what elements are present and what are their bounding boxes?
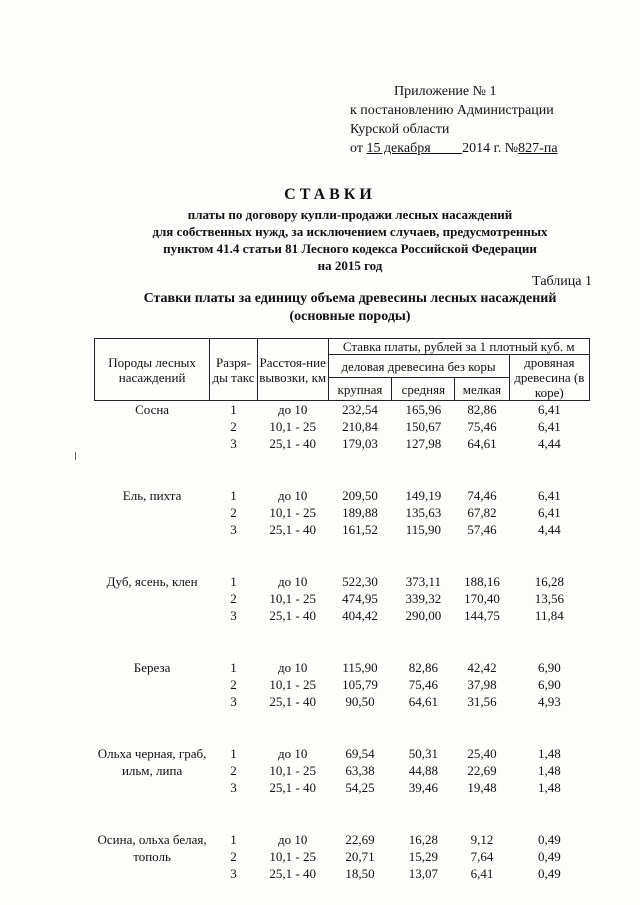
table-row	[95, 745, 590, 762]
appendix-date	[350, 139, 558, 158]
species-cell: Дуб, ясень, клен	[106, 574, 198, 589]
date-day-month: 15 декабря	[366, 141, 431, 156]
grade-cell: 1	[230, 402, 237, 417]
small-cell: 7,64	[470, 849, 494, 864]
species-cell: Ель, пихта	[122, 488, 182, 503]
medium-cell: 15,29	[408, 849, 438, 864]
large-cell: 209,50	[342, 488, 378, 503]
small-cell: 22,69	[467, 763, 497, 778]
large-cell: 105,79	[342, 677, 378, 692]
species-cell: Осина, ольха белая, тополь	[97, 832, 207, 864]
large-cell: 20,71	[345, 849, 375, 864]
header-species: Породы лесных насаждений	[95, 339, 210, 401]
appendix-ref: к постановлению Администрации	[350, 103, 554, 118]
large-cell: 22,69	[345, 832, 375, 847]
firewood-cell: 6,90	[537, 660, 561, 675]
header-firewood: дровяная древесина (в коре)	[509, 355, 589, 401]
distance-cell: 25,1 - 40	[269, 608, 316, 623]
doc-title: СТАВКИ	[284, 186, 376, 203]
firewood-cell: 1,48	[537, 746, 561, 761]
medium-cell: 16,28	[408, 832, 438, 847]
group-gap	[95, 710, 590, 745]
medium-cell: 127,98	[405, 436, 442, 451]
large-cell: 54,25	[345, 780, 375, 795]
grade-cell: 2	[230, 677, 237, 692]
group-gap	[95, 538, 590, 573]
grade-cell: 3	[230, 522, 237, 537]
firewood-cell: 1,48	[537, 780, 561, 795]
small-cell: 19,48	[467, 780, 497, 795]
rates-body	[95, 401, 590, 883]
table-row	[95, 659, 590, 676]
firewood-cell: 4,93	[537, 694, 561, 709]
firewood-cell: 0,49	[537, 866, 561, 881]
caption-line: Ставки платы за единицу объема древесины лесных насаждений	[143, 291, 557, 306]
grade-cell: 3	[230, 866, 237, 881]
distance-cell: 10,1 - 25	[269, 849, 316, 864]
distance-cell: 25,1 - 40	[269, 780, 316, 795]
grade-cell: 3	[230, 436, 237, 451]
date-number: 827-па	[518, 141, 558, 156]
subtitle-line: платы по договору купли-продажи лесных насаждений	[187, 207, 513, 222]
grade-cell: 1	[230, 660, 237, 675]
small-cell: 144,75	[464, 608, 500, 623]
small-cell: 75,46	[467, 419, 497, 434]
small-cell: 82,86	[467, 402, 497, 417]
medium-cell: 373,11	[405, 574, 441, 589]
grade-cell: 3	[230, 780, 237, 795]
large-cell: 474,95	[342, 591, 378, 606]
firewood-cell: 1,48	[537, 763, 561, 778]
table-row	[95, 831, 590, 848]
small-cell: 64,61	[467, 436, 497, 451]
small-cell: 74,46	[467, 488, 497, 503]
appendix-region: Курской области	[350, 122, 450, 137]
grade-cell: 2	[230, 591, 237, 606]
large-cell: 63,38	[345, 763, 375, 778]
firewood-cell: 4,44	[537, 436, 561, 451]
table-number: Таблица 1	[532, 274, 592, 289]
large-cell: 115,90	[342, 660, 378, 675]
large-cell: 69,54	[345, 746, 375, 761]
small-cell: 25,40	[467, 746, 497, 761]
firewood-cell: 0,49	[537, 849, 561, 864]
header-grade: Разря-ды такс	[210, 339, 258, 401]
large-cell: 90,50	[345, 694, 375, 709]
grade-cell: 2	[230, 505, 237, 520]
distance-cell: до 10	[278, 660, 308, 675]
grade-cell: 3	[230, 694, 237, 709]
medium-cell: 44,88	[408, 763, 438, 778]
header-distance: Расстоя-ние вывозки, км	[257, 339, 328, 401]
medium-cell: 339,32	[405, 591, 442, 606]
group-gap	[95, 796, 590, 831]
caption-line: (основные породы)	[289, 309, 411, 324]
distance-cell: до 10	[278, 488, 308, 503]
firewood-cell: 0,49	[537, 832, 561, 847]
small-cell: 188,16	[464, 574, 500, 589]
distance-cell: 10,1 - 25	[269, 505, 316, 520]
large-cell: 189,88	[342, 505, 378, 520]
medium-cell: 75,46	[408, 677, 438, 692]
firewood-cell: 16,28	[534, 574, 564, 589]
firewood-cell: 13,56	[534, 591, 564, 606]
species-cell: Сосна	[135, 402, 170, 417]
firewood-cell: 6,41	[537, 505, 561, 520]
small-cell: 57,46	[467, 522, 497, 537]
grade-cell: 3	[230, 608, 237, 623]
subtitle-line: для собственных нужд, за исключением случаев, предусмотренных	[152, 224, 548, 239]
distance-cell: 10,1 - 25	[269, 677, 316, 692]
small-cell: 42,42	[467, 660, 497, 675]
medium-cell: 149,19	[405, 488, 442, 503]
small-cell: 67,82	[467, 505, 497, 520]
header-small: мелкая	[455, 378, 509, 401]
distance-cell: до 10	[278, 832, 308, 847]
date-year: 2014 г. №	[462, 141, 519, 156]
appendix-title: Приложение № 1	[394, 84, 497, 99]
header-large: крупная	[328, 378, 392, 401]
firewood-cell: 6,41	[537, 488, 561, 503]
grade-cell: 1	[230, 488, 237, 503]
distance-cell: до 10	[278, 574, 308, 589]
firewood-cell: 6,90	[537, 677, 561, 692]
grade-cell: 2	[230, 419, 237, 434]
distance-cell: 10,1 - 25	[269, 419, 316, 434]
distance-cell: 10,1 - 25	[269, 763, 316, 778]
appendix-block	[350, 82, 558, 158]
small-cell: 170,40	[464, 591, 500, 606]
medium-cell: 39,46	[408, 780, 438, 795]
group-gap	[95, 624, 590, 659]
small-cell: 31,56	[467, 694, 497, 709]
large-cell: 522,30	[342, 574, 378, 589]
distance-cell: 25,1 - 40	[269, 694, 316, 709]
date-prefix: от	[350, 141, 363, 156]
large-cell: 404,42	[342, 608, 378, 623]
species-cell: Береза	[133, 660, 171, 675]
table-row	[95, 401, 590, 419]
medium-cell: 50,31	[408, 746, 438, 761]
medium-cell: 165,96	[405, 402, 442, 417]
medium-cell: 290,00	[405, 608, 442, 623]
distance-cell: 25,1 - 40	[269, 436, 316, 451]
species-cell: Ольха черная, граб, ильм, липа	[97, 746, 207, 778]
medium-cell: 82,86	[408, 660, 438, 675]
group-gap	[95, 452, 590, 487]
medium-cell: 115,90	[405, 522, 441, 537]
grade-cell: 2	[230, 763, 237, 778]
distance-cell: 25,1 - 40	[269, 866, 316, 881]
header-rate: Ставка платы, рублей за 1 плотный куб. м	[328, 339, 590, 355]
doc-subtitle	[30, 206, 640, 274]
grade-cell: 1	[230, 574, 237, 589]
grade-cell: 1	[230, 832, 237, 847]
subtitle-line: пунктом 41.4 статьи 81 Лесного кодекса Российской Федерации	[163, 241, 537, 256]
header-medium: средняя	[392, 378, 455, 401]
distance-cell: до 10	[278, 746, 308, 761]
distance-cell: 10,1 - 25	[269, 591, 316, 606]
table-row	[95, 487, 590, 504]
firewood-cell: 6,41	[537, 402, 561, 417]
grade-cell: 1	[230, 746, 237, 761]
firewood-cell: 11,84	[534, 608, 564, 623]
large-cell: 18,50	[345, 866, 375, 881]
large-cell: 179,03	[342, 436, 378, 451]
scan-mark	[75, 452, 76, 460]
small-cell: 37,98	[467, 677, 497, 692]
rates-table	[94, 338, 590, 882]
header-business: деловая древесина без коры	[328, 355, 509, 378]
medium-cell: 150,67	[405, 419, 442, 434]
medium-cell: 13,07	[408, 866, 438, 881]
firewood-cell: 4,44	[537, 522, 561, 537]
medium-cell: 64,61	[408, 694, 438, 709]
table-caption	[30, 290, 640, 326]
distance-cell: до 10	[278, 402, 308, 417]
large-cell: 232,54	[342, 402, 378, 417]
small-cell: 6,41	[470, 866, 494, 881]
large-cell: 161,52	[342, 522, 378, 537]
distance-cell: 25,1 - 40	[269, 522, 316, 537]
large-cell: 210,84	[342, 419, 378, 434]
grade-cell: 2	[230, 849, 237, 864]
firewood-cell: 6,41	[537, 419, 561, 434]
small-cell: 9,12	[470, 832, 494, 847]
subtitle-line: на 2015 год	[317, 258, 383, 273]
medium-cell: 135,63	[405, 505, 442, 520]
table-row	[95, 573, 590, 590]
